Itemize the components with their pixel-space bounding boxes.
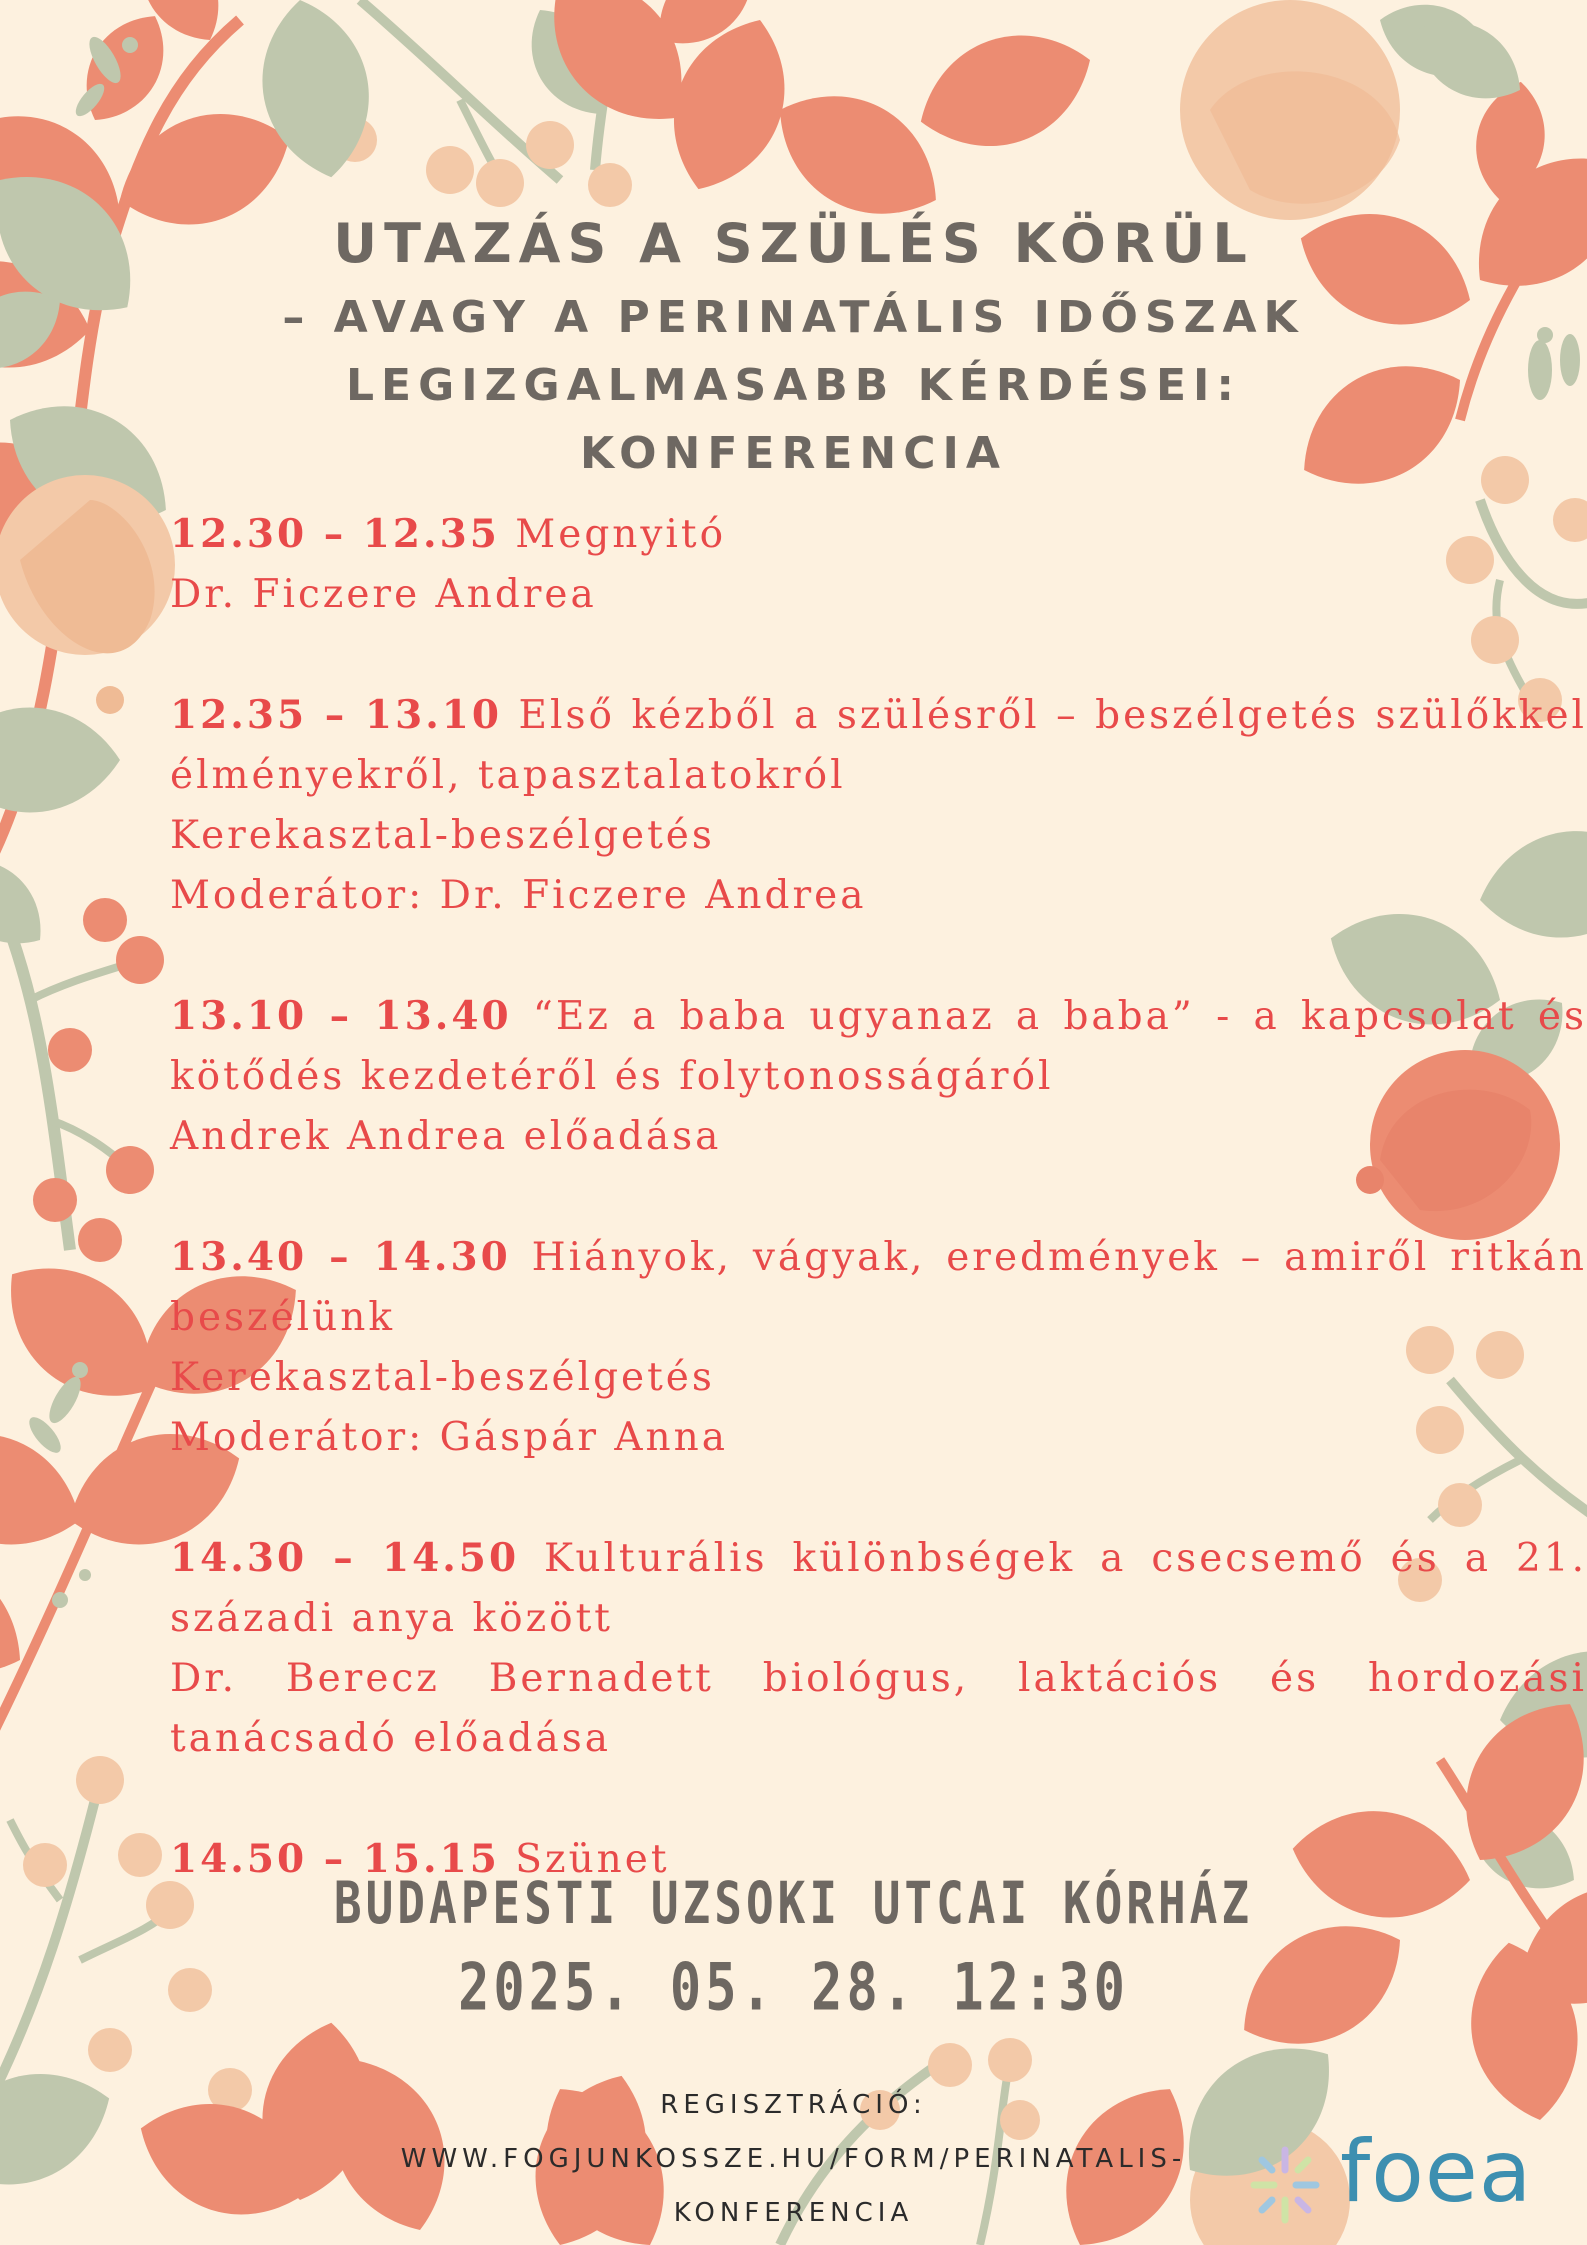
agenda-item (170, 504, 1587, 625)
agenda-detail: Kerekasztal-beszélgetés (170, 1355, 715, 1400)
agenda-title: Első kézből a szülésről – beszélgetés szülőkkel élményekről, tapasztalatokról (170, 693, 1587, 798)
logo-mark-icon (1240, 2140, 1330, 2230)
agenda-title: Hiányok, vágyak, eredmények – amiről ritkán beszélünk (170, 1235, 1587, 1340)
agenda-title: Megnyitó (499, 512, 727, 557)
event-datetime: 2025. 05. 28. 12:30 (458, 1950, 1129, 2026)
title-line-4: KONFERENCIA (580, 428, 1007, 479)
agenda-time: 12.35 – 13.10 (170, 692, 503, 738)
registration-link[interactable]: WWW.FOGJUNKOSSZE.HU/FORM/PERINATALIS- (400, 2144, 1187, 2174)
agenda-item (170, 1227, 1587, 1468)
agenda-title: Kulturális különbségek a csecsemő és a 21. századi anya között (170, 1536, 1587, 1641)
registration-label: REGISZTRÁCIÓ: (660, 2090, 927, 2120)
agenda-item (170, 685, 1587, 926)
agenda-item (170, 986, 1587, 1167)
registration-link-continued[interactable]: KONFERENCIA (673, 2198, 914, 2228)
agenda-detail: Moderátor: Gáspár Anna (170, 1415, 729, 1460)
agenda-item (170, 1528, 1587, 1769)
title-line-1: UTAZÁS A SZÜLÉS KÖRÜL (333, 212, 1254, 275)
branch-left-middle (0, 708, 164, 1263)
agenda-time: 14.30 – 14.50 (170, 1535, 520, 1581)
logo-wordmark: foea (1340, 2122, 1533, 2222)
agenda-detail: Kerekasztal-beszélgetés (170, 813, 715, 858)
agenda-detail: Dr. Berecz Bernadett biológus, laktációs és hordozási tanácsadó előadása (170, 1656, 1587, 1761)
agenda (170, 504, 1587, 1890)
agenda-item-heading (170, 1528, 1587, 1649)
agenda-detail: Andrek Andrea előadása (170, 1114, 722, 1159)
agenda-time: 13.40 – 14.30 (170, 1234, 511, 1280)
title-line-2: – AVAGY A PERINATÁLIS IDŐSZAK (282, 292, 1305, 343)
agenda-detail: Moderátor: Dr. Ficzere Andrea (170, 873, 867, 918)
agenda-time: 14.50 – 15.15 (170, 1836, 500, 1882)
agenda-item-heading (170, 685, 1587, 806)
title-line-3: LEGIZGALMASABB KÉRDÉSEI: (346, 360, 1241, 411)
agenda-title: Szünet (499, 1837, 670, 1882)
foea-logo (1240, 2122, 1580, 2230)
venue-name: BUDAPESTI UZSOKI UTCAI KÓRHÁZ (333, 1869, 1254, 1937)
agenda-item-heading (170, 504, 1587, 565)
sprig-top-center (248, 0, 1108, 245)
agenda-item-heading (170, 1227, 1587, 1348)
agenda-title: “Ez a baba ugyanaz a baba” - a kapcsolat és kötődés kezdetéről és folytonosságáról (170, 994, 1587, 1099)
agenda-time: 12.30 – 12.35 (170, 511, 500, 557)
agenda-time: 13.10 – 13.40 (170, 993, 512, 1039)
agenda-item-heading (170, 986, 1587, 1107)
agenda-detail: Dr. Ficzere Andrea (170, 572, 597, 617)
